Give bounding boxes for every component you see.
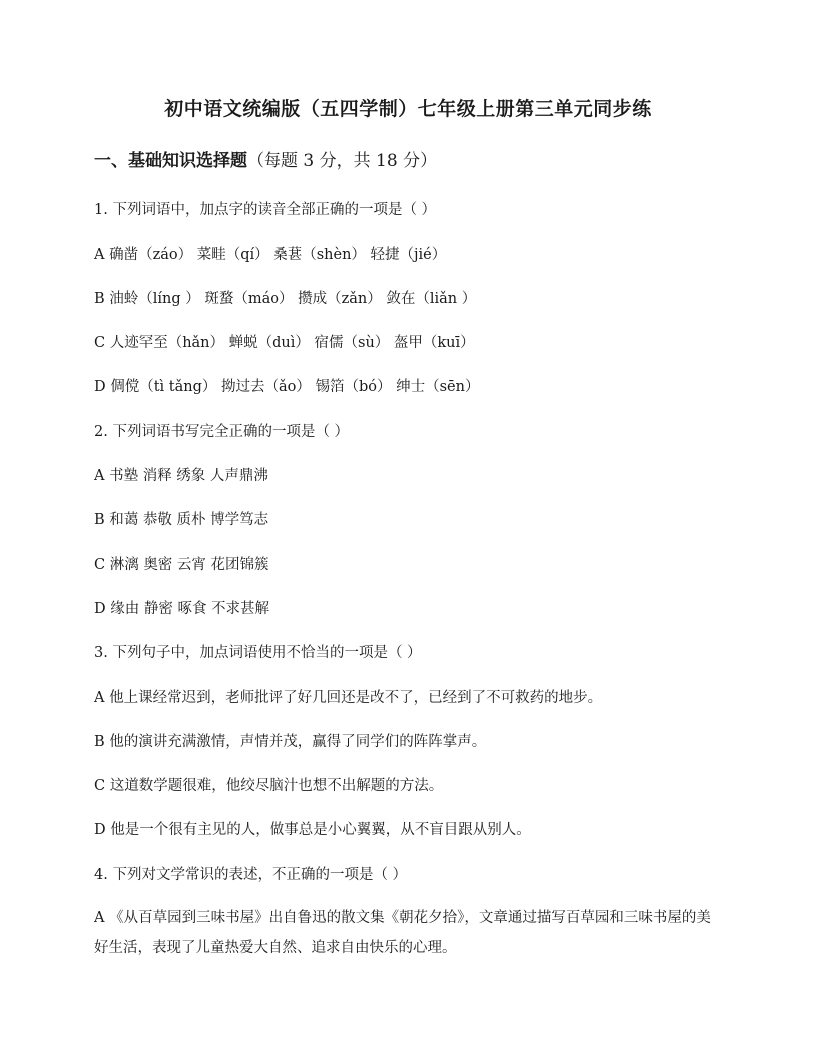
question-2-option-b: B 和蔼 恭敬 质朴 博学笃志 [94,512,269,528]
question-3-option-d: D 他是一个很有主见的人，做事总是小心翼翼，从不盲目跟从别人。 [94,822,531,838]
question-1-option-d: D 倜傥（tì tǎng） 拗过去（ǎo） 锡箔（bó） 绅士（sēn） [94,379,480,395]
question-1-option-c: C 人迹罕至（hǎn） 蝉蜕（duì） 宿儒（sù） 盔甲（kuī） [94,335,475,351]
question-3-option-c: C 这道数学题很难，他绞尽脑汁也想不出解题的方法。 [94,778,444,794]
question-4-option-a: A 《从百草园到三味书屋》出自鲁迅的散文集《朝花夕拾》，文章通过描写百草园和三味书屋的美好生活，表现了儿童热爱大自然、追求自由快乐的心理。 [94,910,711,956]
question-2-option-a: A 书塾 消释 绣象 人声鼎沸 [94,468,268,484]
question-1-option-b: B 油蛉（líng ） 斑蝥（máo） 攒成（zǎn） 敛在（liǎn ） [94,291,477,307]
question-1-stem: 1. 下列词语中，加点字的读音全部正确的一项是（ ） [94,202,437,218]
question-3-option-b: B 他的演讲充满激情，声情并茂，赢得了同学们的阵阵掌声。 [94,734,487,750]
section-heading-score-note: （每题 3 分，共 18 分） [247,151,438,171]
question-3-stem: 3. 下列句子中，加点词语使用不恰当的一项是（ ） [94,645,422,661]
question-1-option-a: A 确凿（záo） 菜畦（qí） 桑葚（shèn） 轻捷（jié） [94,247,447,263]
question-4-stem: 4. 下列对文学常识的表述，不正确的一项是（ ） [94,867,408,883]
page-title: 初中语文统编版（五四学制）七年级上册第三单元同步练 [164,98,652,120]
question-2-option-d: D 缘由 静密 啄食 不求甚解 [94,601,270,617]
question-2-option-c: C 淋漓 奥密 云宵 花团锦簇 [94,557,269,573]
question-2-stem: 2. 下列词语书写完全正确的一项是（ ） [94,424,350,440]
section-heading-label: 一、基础知识选择题 [94,151,247,171]
section-heading [94,149,437,173]
question-3-option-a: A 他上课经常迟到，老师批评了好几回还是改不了，已经到了不可救药的地步。 [94,690,603,706]
